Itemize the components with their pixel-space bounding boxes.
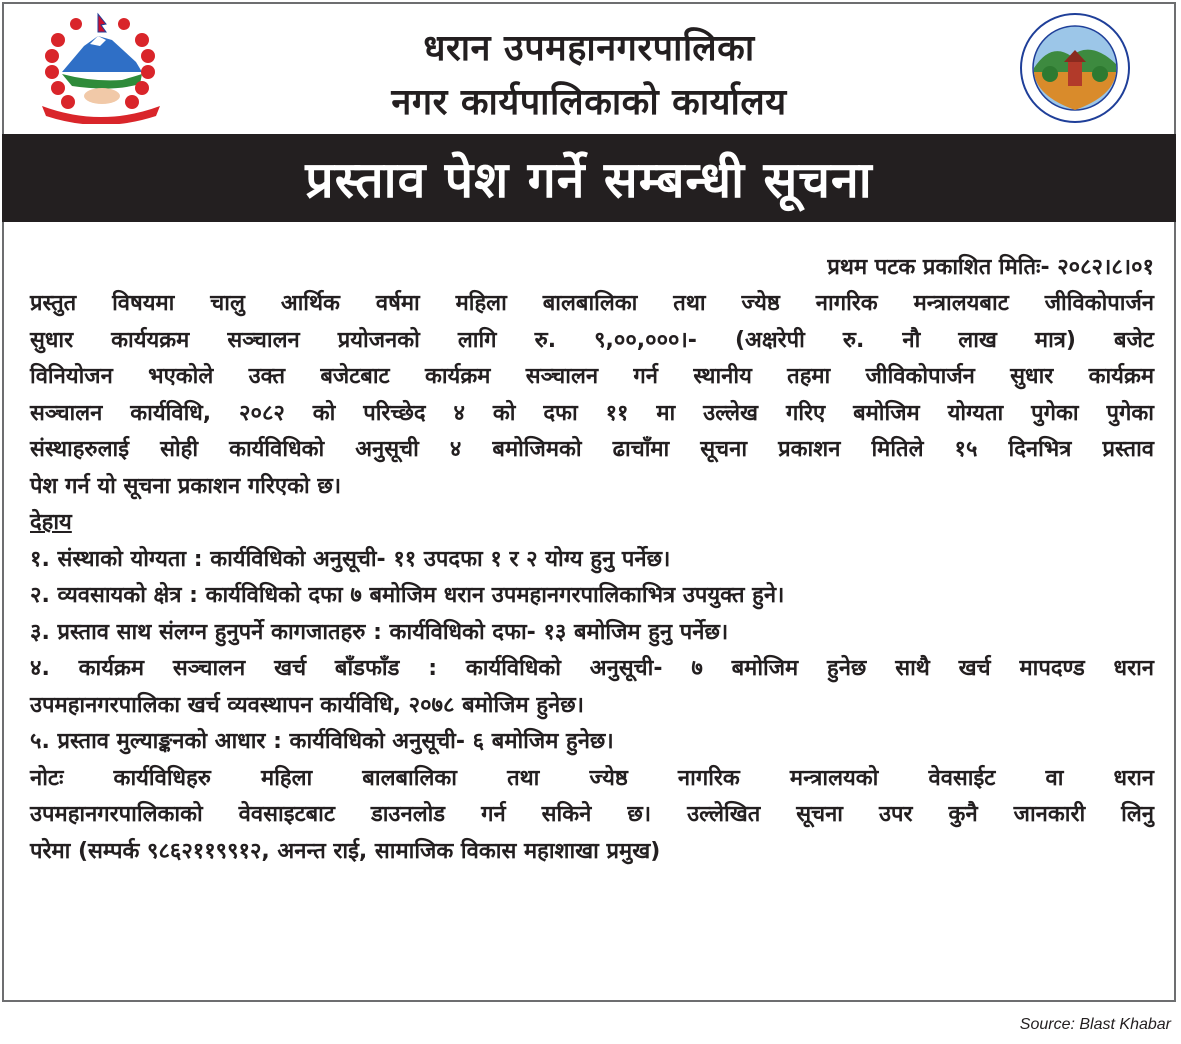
notice-header bbox=[4, 4, 1174, 132]
list-item: ४. कार्यक्रम सञ्चालन खर्च बाँडफाँड : कार्यविधिको अनुसूची- ७ बमोजिम हुनेछ साथै खर्च मापदण्ड धरान bbox=[30, 656, 1154, 681]
org-name: धरान उपमहानगरपालिका bbox=[423, 28, 755, 69]
list-item-continued: उपमहानगरपालिका खर्च व्यवस्थापन कार्यविधि, २०७८ बमोजिम हुनेछ। bbox=[30, 692, 584, 718]
note-line: परेमा (सम्पर्क ९८६२११९९१२, अनन्त राई, सामाजिक विकास महाशाखा प्रमुख) bbox=[30, 838, 661, 864]
note-line: नोटः कार्यविधिहरु महिला बालबालिका तथा ज्येष्ठ नागरिक मन्त्रालयको वेवसाईट वा धरान bbox=[30, 765, 1154, 791]
nepal-emblem-icon bbox=[32, 10, 170, 124]
section-heading: देहाय bbox=[30, 510, 72, 535]
list-item: ५. प्रस्ताव मुल्याङ्कनको आधार : कार्यविधिको अनुसूची- ६ बमोजिम हुनेछ। bbox=[30, 729, 614, 754]
note-line: उपमहानगरपालिकाको वेवसाइटबाट डाउनलोड गर्न सकिने छ। उल्लेखित सूचना उपर कुनै जानकारी लिनु bbox=[30, 802, 1154, 827]
intro-line: सुधार कार्ययक्रम सञ्चालन प्रयोजनको लागि रु. ९,००,०००।- (अक्षरेपी रु. नौ लाख मात्र) बजेट bbox=[30, 327, 1154, 353]
office-name: नगर कार्यपालिकाको कार्यालय bbox=[391, 82, 787, 123]
intro-line: संस्थाहरुलाई सोही कार्यविधिको अनुसूची ४ बमोजिमको ढाचाँमा सूचना प्रकाशन मितिले १५ दिनभित्र प्रस्ताव bbox=[30, 437, 1154, 462]
requirements-list bbox=[30, 542, 1154, 761]
intro-line: प्रस्तुत विषयमा चालु आर्थिक वर्षमा महिला बालबालिका तथा ज्येष्ठ नागरिक मन्त्रालयबाट जीविकोपार्जन bbox=[30, 291, 1154, 316]
list-item: २. व्यवसायको क्षेत्र : कार्यविधिको दफा ७ बमोजिम धरान उपमहानगरपालिकाभित्र उपयुक्त हुने। bbox=[30, 583, 785, 608]
list-item: ३. प्रस्ताव साथ संलग्न हुनुपर्ने कागजातहरु : कार्यविधिको दफा- १३ बमोजिम हुनु पर्नेछ। bbox=[30, 619, 729, 645]
notice-title-banner bbox=[2, 134, 1176, 222]
notice-title: प्रस्ताव पेश गर्ने सम्बन्धी सूचना bbox=[305, 151, 873, 209]
publish-date: प्रथम पटक प्रकाशित मितिः- २०८२।८।०१ bbox=[827, 255, 1154, 280]
intro-paragraph bbox=[30, 286, 1154, 505]
intro-line: विनियोजन भएकोले उक्त बजेटबाट कार्यक्रम सञ्चालन गर्न स्थानीय तहमा जीविकोपार्जन सुधार कार्यक्रम bbox=[30, 364, 1154, 389]
notice-frame bbox=[2, 2, 1176, 1002]
dharan-city-logo-icon bbox=[1016, 12, 1134, 124]
intro-line: पेश गर्न यो सूचना प्रकाशन गरिएको छ। bbox=[30, 473, 342, 499]
source-credit: Source: Blast Khabar bbox=[1019, 1016, 1171, 1033]
note-paragraph bbox=[30, 761, 1154, 871]
intro-line: सञ्चालन कार्यविधि, २०८२ को परिच्छेद ४ को दफा ११ मा उल्लेख गरिए बमोजिम योग्यता पुगेका पुगेका bbox=[30, 400, 1154, 426]
notice-body bbox=[30, 250, 1154, 870]
list-item: १. संस्थाको योग्यता : कार्यविधिको अनुसूची- ११ उपदफा १ र २ योग्य हुनु पर्नेछ। bbox=[30, 546, 671, 572]
